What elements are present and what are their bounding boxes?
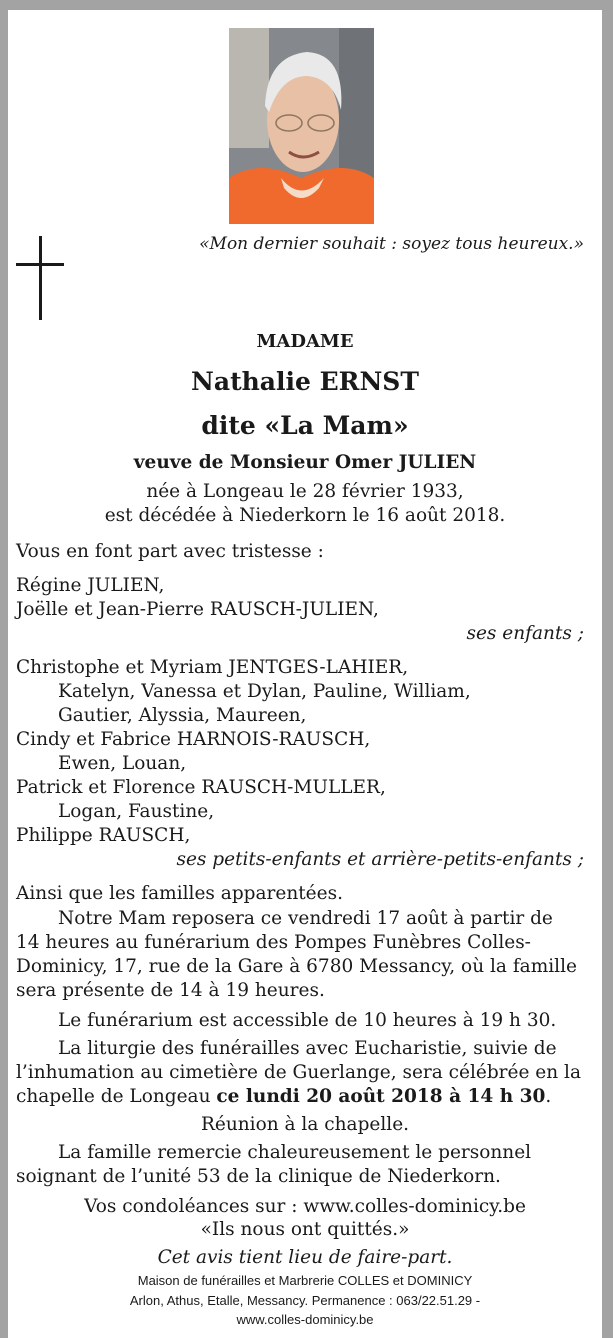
reunion: Réunion à la chapelle. [200,1114,410,1135]
liturgy-text [16,1085,551,1109]
widow-line: veuve de Monsieur Omer JULIEN [133,452,477,473]
funeral-date: ce lundi 20 août 2018 à 14 h 30 [216,1086,546,1107]
grandchildren-tag: ses petits-enfants et arrière-petits-enfants ; [176,849,584,870]
thanks-text: soignant de l’unité 53 de la clinique de Niederkorn. [16,1166,501,1187]
portrait-image [229,28,374,224]
cross-icon [16,236,64,320]
family-line: Christophe et Myriam JENTGES-LAHIER, [16,657,409,678]
children-tag: ses enfants ; [466,623,584,644]
notice-statement: Cet avis tient lieu de faire-part. [157,1247,453,1268]
grandchildren-line: Logan, Faustine, [58,801,215,822]
liturgy-text: La liturgie des funérailles avec Eucharistie, suivie de [58,1038,557,1059]
deceased-name: Nathalie ERNST [191,367,419,396]
nickname: dite «La Mam» [201,411,409,440]
family-line: Cindy et Fabrice HARNOIS-RAUSCH, [16,729,371,750]
wake-text: sera présente de 14 à 19 heures. [16,980,325,1001]
child-line: Régine JULIEN, [16,575,165,596]
funeral-home-contact: Arlon, Athus, Etalle, Messancy. Permanence : 063/22.51.29 - [129,1293,481,1308]
condolences: Vos condoléances sur : www.colles-dominicy.be [84,1196,526,1217]
honorific: MADAME [256,331,354,352]
liturgy-suffix: . [545,1086,552,1107]
liturgy-text: l’inhumation au cimetière de Guerlange, sera célébrée en la [16,1062,581,1083]
birth-line: née à Longeau le 28 février 1933, [146,481,464,502]
grandchildren-line: Gautier, Alyssia, Maureen, [58,705,307,726]
family-line: Philippe RAUSCH, [16,825,191,846]
access-hours: Le funérarium est accessible de 10 heures à 19 h 30. [58,1010,557,1031]
thanks-text: La famille remercie chaleureusement le personnel [58,1142,532,1163]
child-line: Joëlle et Jean-Pierre RAUSCH-JULIEN, [16,599,379,620]
left-us-note: «Ils nous ont quittés.» [200,1219,410,1240]
family-line: Patrick et Florence RAUSCH-MULLER, [16,777,386,798]
obituary-notice [8,10,602,1338]
death-line: est décédée à Niederkorn le 16 août 2018. [104,505,506,526]
epigraph: «Mon dernier souhait : soyez tous heureux.» [199,234,584,254]
funeral-home-name: Maison de funérailles et Marbrerie COLLES et DOMINICY [137,1273,473,1288]
grandchildren-line: Katelyn, Vanessa et Dylan, Pauline, William, [58,681,471,702]
liturgy-prefix: chapelle de Longeau [16,1086,217,1107]
funeral-home-website: www.colles-dominicy.be [236,1312,374,1327]
wake-text: Dominicy, 17, rue de la Gare à 6780 Messancy, où la famille [16,956,577,977]
portrait-photo [229,28,374,224]
wake-text: 14 heures au funérarium des Pompes Funèbres Colles- [16,932,531,953]
intro: Vous en font part avec tristesse : [16,541,324,562]
grandchildren-line: Ewen, Louan, [58,753,187,774]
wake-text: Notre Mam reposera ce vendredi 17 août à partir de [58,908,553,929]
families-line: Ainsi que les familles apparentées. [16,883,343,904]
